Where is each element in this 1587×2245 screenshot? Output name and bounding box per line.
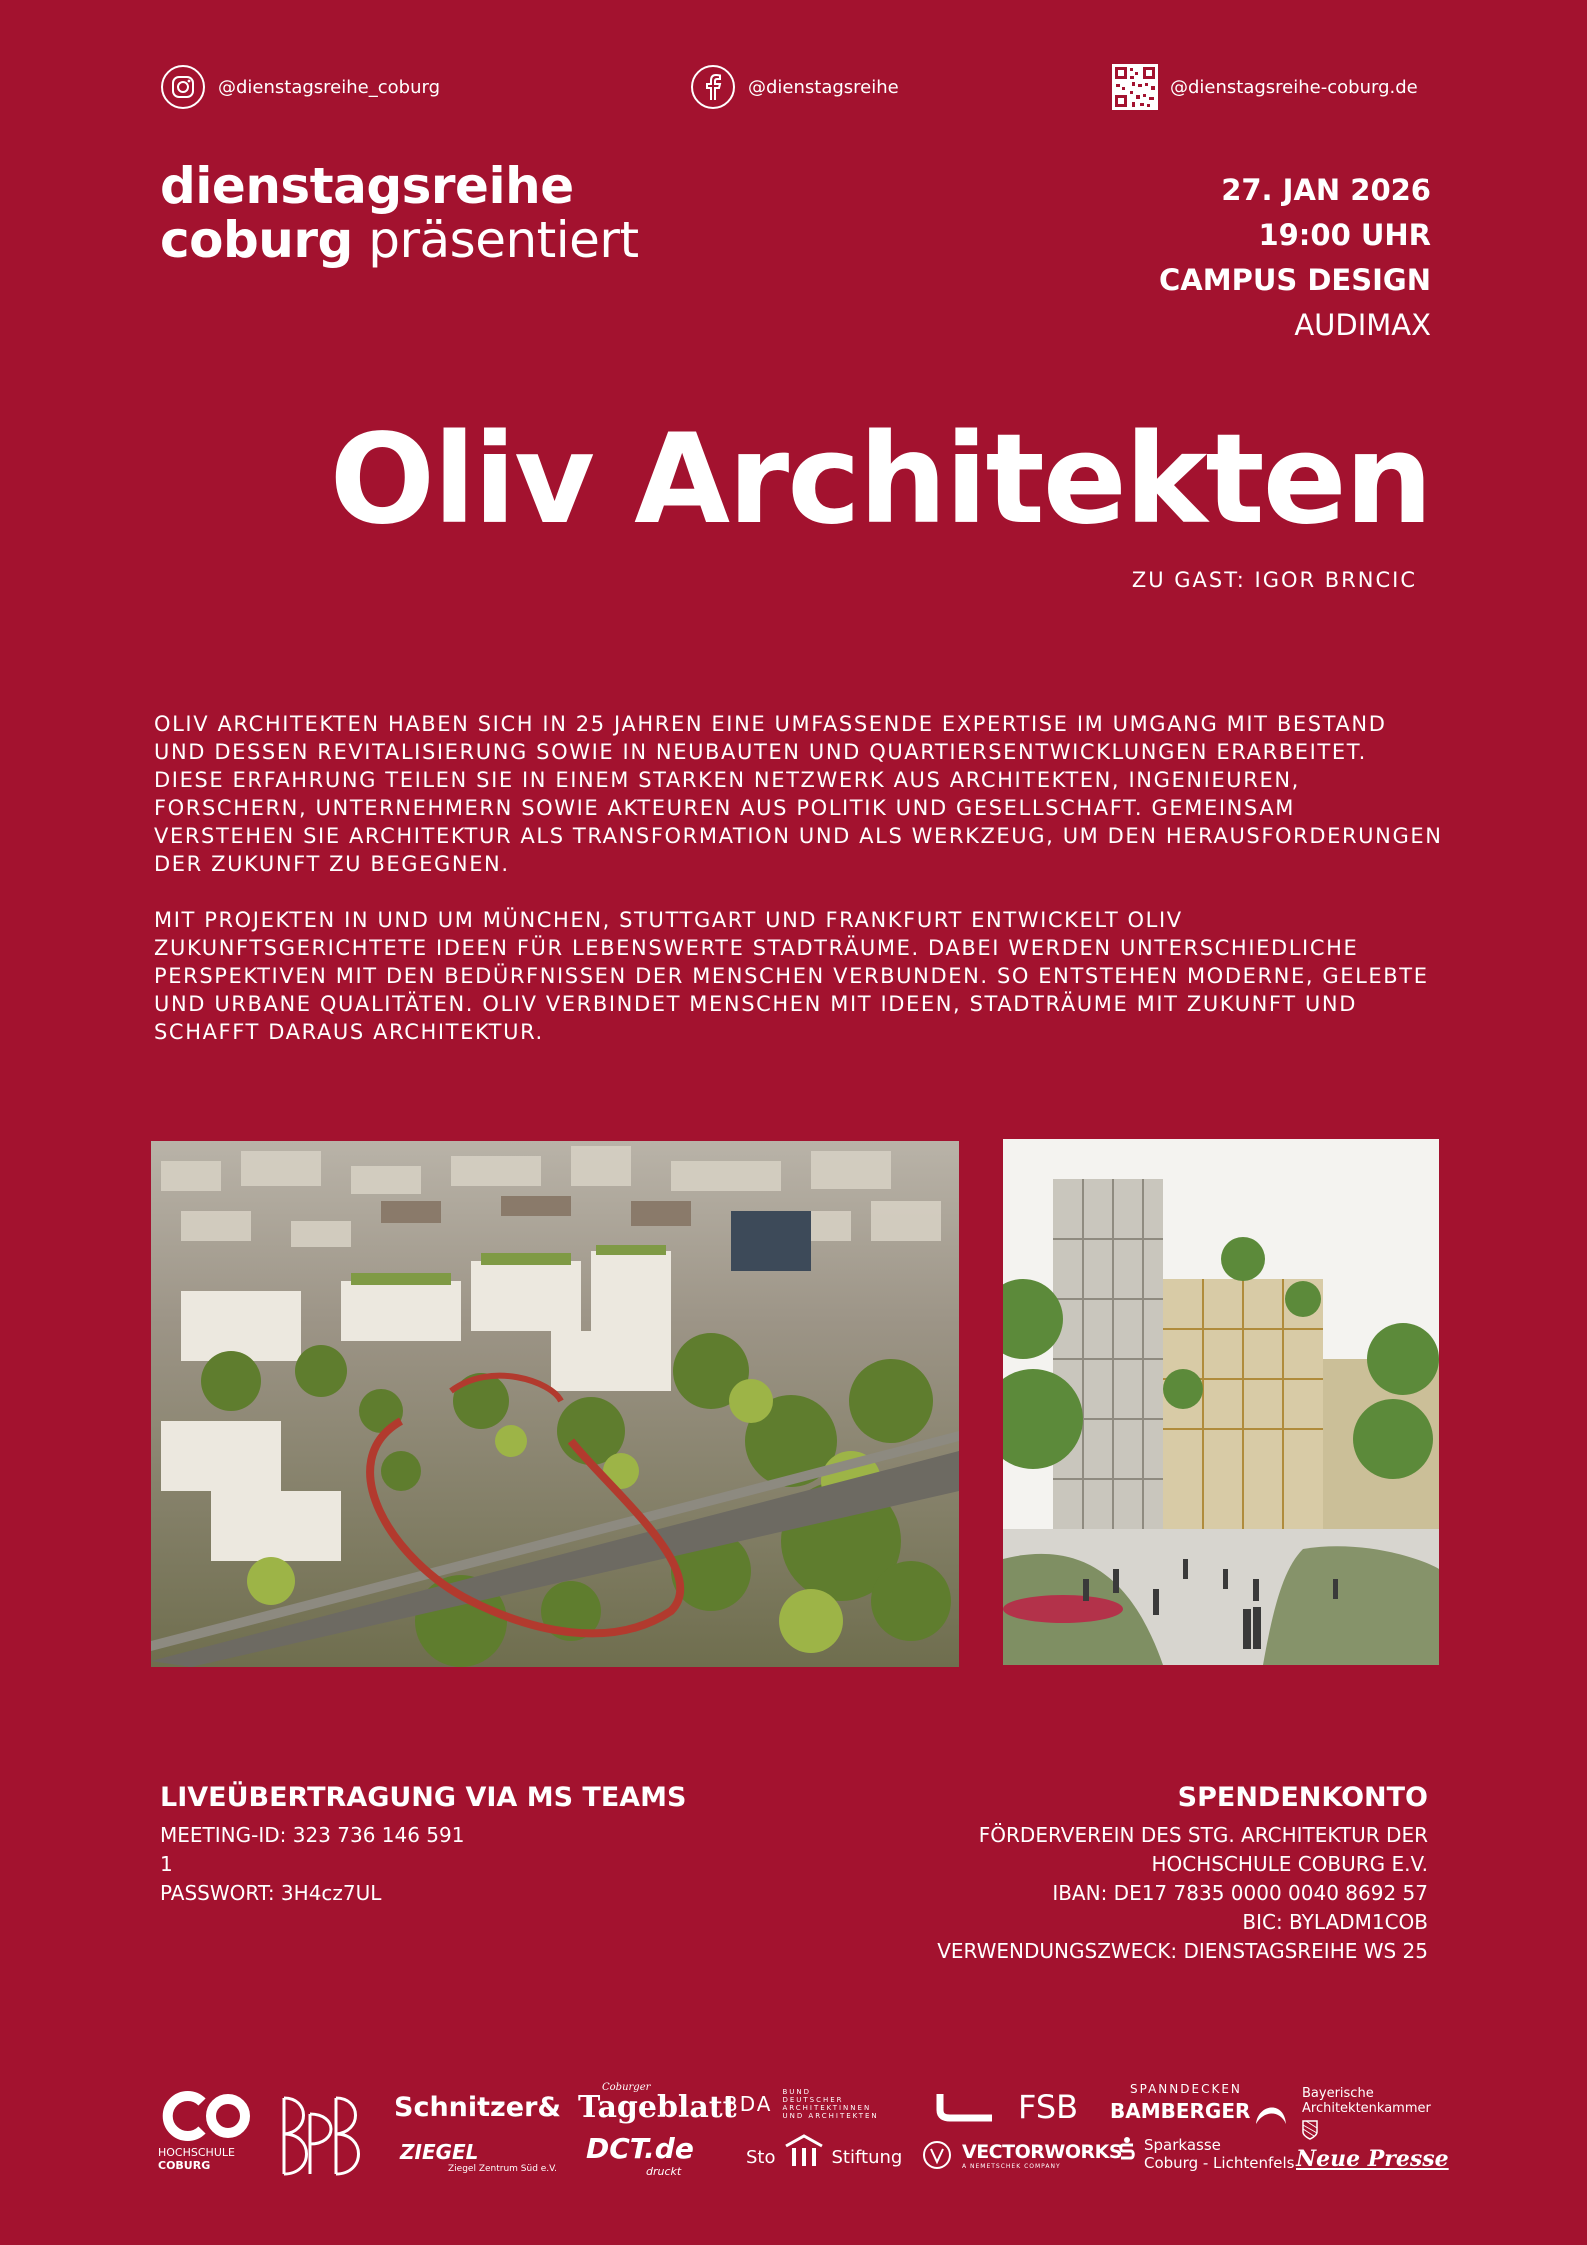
neue-presse-label: Neue Presse bbox=[1296, 2146, 1449, 2172]
meeting-id-continued: 1 bbox=[160, 1852, 173, 1876]
instagram-icon bbox=[160, 64, 206, 110]
tageblatt-logo bbox=[578, 2082, 736, 2123]
dct-logo bbox=[586, 2132, 694, 2178]
dct-label: DCT.de bbox=[586, 2132, 694, 2165]
guest-line: ZU GAST: IGOR BRNCIC bbox=[1131, 568, 1417, 592]
livestream-heading: LIVEÜBERTRAGUNG VIA MS TEAMS bbox=[160, 1782, 687, 1813]
facebook-icon bbox=[690, 64, 736, 110]
donation-purpose: VERWENDUNGSZWECK: DIENSTAGSREIHE WS 25 bbox=[937, 1939, 1428, 1963]
kammer-label-2: Architektenkammer bbox=[1302, 2101, 1431, 2116]
description-paragraph-1: OLIV ARCHITEKTEN HABEN SICH IN 25 JAHREN EINE UMFASSENDE EXPERTISE IM UMGANG MIT BESTAND UND DESSEN REVITALISIERUNG SOWIE IN NEUBAUTEN UND QUARTIERSENTWICKLUNGEN ERARBEITET. DIESE ERFAHRUNG TEILEN SIE IN EINEM STARKEN NETZWERK AUS ARCHITEKTEN, INGENIEUREN, FORSCHERN, UNTERNEHMERN SOWIE AKTEUREN AUS POLITIK UND GESELLSCHAFT. GEMEINSAM VERSTEHEN SIE ARCHITEKTUR ALS TRANSFORMATION UND ALS WERKZEUG, UM DEN HERAUSFORDERUNGEN DER ZUKUNFT ZU BEGEGNEN. bbox=[154, 712, 1443, 876]
facebook-handle[interactable] bbox=[690, 64, 899, 110]
donation-recipient-2: HOCHSCHULE COBURG E.V. bbox=[1151, 1852, 1428, 1876]
event-room: AUDIMAX bbox=[1294, 308, 1431, 342]
schnitzer-label: Schnitzer& bbox=[394, 2092, 561, 2123]
hochschule-label: HOCHSCHULE bbox=[158, 2146, 235, 2159]
bpb-logo bbox=[280, 2094, 368, 2182]
bda-sub-label bbox=[782, 2088, 878, 2120]
architektenkammer-logo bbox=[1302, 2086, 1431, 2144]
facebook-label: @dienstagsreihe bbox=[748, 76, 899, 98]
ziegel-logo bbox=[400, 2140, 557, 2174]
website-label: @dienstagsreihe-coburg.de bbox=[1170, 76, 1418, 98]
meeting-id: MEETING-ID: 323 736 146 591 bbox=[160, 1823, 465, 1847]
livestream-section bbox=[160, 1782, 687, 1908]
bda-sub-line-4: UND ARCHITEKTEN bbox=[782, 2112, 879, 2120]
kammer-label-1: Bayerische bbox=[1302, 2086, 1374, 2101]
description-paragraph-2: MIT PROJEKTEN IN UND UM MÜNCHEN, STUTTGART UND FRANKFURT ENTWICKELT OLIV ZUKUNFTSGERICHTETE IDEEN FÜR LEBENSWERTE STADTRÄUME. DABEI WERDEN UNTERSCHIEDLICHE PERSPEKTIVEN MIT DEN BEDÜRFNISSEN DER MENSCHEN VERBUNDEN. SO ENTSTEHEN MODERNE, GELEBTE UND URBANE QUALITÄTEN. OLIV VERBINDET MENSCHEN MIT IDEEN, STADTRÄUME MIT ZUKUNFT UND SCHAFFT DARAUS ARCHITEKTUR. bbox=[154, 908, 1429, 1044]
tageblatt-small-label: Coburger bbox=[602, 2082, 651, 2093]
donation-recipient-1: FÖRDERVEREIN DES STG. ARCHITEKTUR DER bbox=[978, 1823, 1428, 1847]
meeting-password: PASSWORT: 3H4cz7UL bbox=[160, 1881, 382, 1905]
bamberger-logo bbox=[1110, 2082, 1288, 2126]
sparkasse-label: Sparkasse bbox=[1144, 2136, 1221, 2154]
dct-sub-label: druckt bbox=[646, 2165, 682, 2178]
tageblatt-label: Tageblatt bbox=[578, 2090, 737, 2125]
donation-bic: BIC: BYLADM1COB bbox=[1242, 1910, 1428, 1934]
brand-presents: präsentiert bbox=[368, 211, 639, 269]
plaza-rendering-photo bbox=[1003, 1139, 1439, 1665]
coburg-label: COBURG bbox=[158, 2159, 211, 2172]
bamberger-label: BAMBERGER bbox=[1110, 2099, 1251, 2123]
sto-stiftung-logo bbox=[746, 2134, 902, 2168]
vectorworks-label: VECTORWORKS bbox=[962, 2140, 1123, 2163]
sparkasse-s-icon bbox=[1118, 2136, 1136, 2160]
donation-heading: SPENDENKONTO bbox=[1177, 1782, 1428, 1813]
stiftung-building-icon bbox=[784, 2134, 824, 2168]
bda-sub-line-3: ARCHITEKTINNEN bbox=[782, 2104, 872, 2112]
qr-code-icon bbox=[1112, 64, 1158, 110]
vectorworks-logo bbox=[922, 2140, 1122, 2170]
ziegel-sub-label: Ziegel Zentrum Süd e.V. bbox=[448, 2164, 558, 2174]
fsb-logo bbox=[936, 2092, 996, 2126]
vectorworks-v-icon bbox=[922, 2140, 952, 2170]
spanndecken-label: SPANNDECKEN bbox=[1130, 2082, 1242, 2096]
sto-label: Sto bbox=[746, 2147, 776, 2168]
donation-iban: IBAN: DE17 7835 0000 0040 8692 57 bbox=[1052, 1881, 1428, 1905]
co-logo-icon bbox=[160, 2090, 256, 2142]
brand-city: coburg bbox=[160, 211, 353, 269]
event-date: 27. JAN 2026 bbox=[1221, 173, 1431, 207]
page-title: Oliv Architekten bbox=[329, 408, 1431, 552]
event-info bbox=[1159, 168, 1431, 348]
event-location: CAMPUS DESIGN bbox=[1158, 263, 1431, 297]
hochschule-coburg-logo bbox=[158, 2090, 258, 2172]
aerial-project-photo bbox=[151, 1141, 959, 1667]
brand-line-2 bbox=[160, 211, 639, 269]
bda-label: BDA bbox=[724, 2092, 773, 2116]
bda-sub-line-2: DEUTSCHER bbox=[782, 2096, 844, 2104]
bavaria-crest-icon bbox=[1302, 2120, 1318, 2140]
sparkasse-sub-label: Coburg - Lichtenfels bbox=[1144, 2154, 1295, 2172]
website-link[interactable] bbox=[1112, 64, 1418, 110]
event-time: 19:00 UHR bbox=[1258, 218, 1431, 252]
sparkasse-logo bbox=[1118, 2136, 1294, 2172]
bda-logo bbox=[724, 2088, 879, 2120]
ziegel-label: ZIEGEL bbox=[400, 2140, 479, 2164]
bda-sub-line-1: BUND bbox=[782, 2088, 812, 2096]
fsb-handle-icon bbox=[936, 2092, 996, 2122]
schnitzer-logo bbox=[394, 2092, 561, 2123]
donation-section bbox=[937, 1782, 1428, 1966]
instagram-label: @dienstagsreihe_coburg bbox=[218, 76, 440, 98]
fsb-label: FSB bbox=[1018, 2088, 1079, 2126]
instagram-handle[interactable] bbox=[160, 64, 440, 110]
brand-line-1: dienstagsreihe bbox=[160, 157, 574, 215]
bpb-monogram-icon bbox=[280, 2094, 368, 2178]
vectorworks-sub-label: A NEMETSCHEK COMPANY bbox=[962, 2162, 1061, 2170]
bamberger-arc-icon bbox=[1254, 2096, 1288, 2126]
stiftung-label: Stiftung bbox=[831, 2147, 903, 2168]
